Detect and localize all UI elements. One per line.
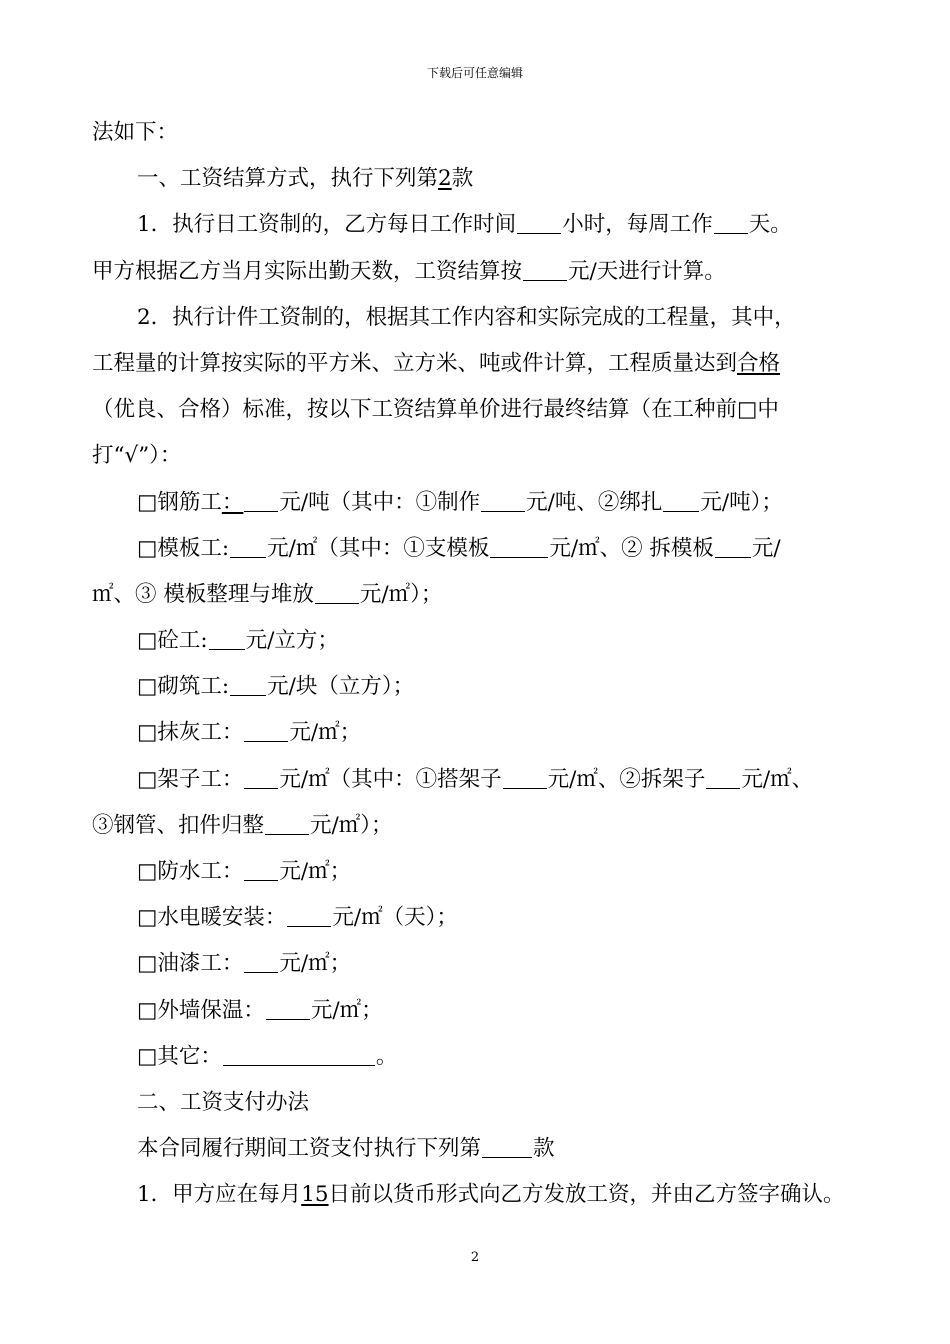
text: 元/ xyxy=(751,535,781,561)
text: 元/㎡、② 拆模板 xyxy=(549,535,714,561)
text: 元/㎡、②拆架子 xyxy=(547,766,706,792)
text-line xyxy=(92,1172,882,1218)
text: ： xyxy=(221,489,244,515)
checkbox[interactable]: □ xyxy=(137,674,158,700)
text: 元/㎡）； xyxy=(359,581,443,607)
text: 2．执行计件工资制的，根据其工作内容和实际完成的工程量，其中， xyxy=(137,304,796,330)
text: 元/立方； xyxy=(245,628,339,654)
item-other xyxy=(92,1034,882,1080)
checkbox[interactable]: □ xyxy=(137,951,158,977)
item-rebar-worker xyxy=(92,480,882,526)
text: 1．甲方应在每月 xyxy=(137,1182,302,1208)
text: 1．执行日工资制的，乙方每日工作时间 xyxy=(137,212,517,238)
text: 元/㎡（天）； xyxy=(332,905,458,931)
text: 款 xyxy=(533,1136,555,1162)
text: 元/㎡； xyxy=(289,720,362,746)
text: 元/天进行计算。 xyxy=(568,258,726,284)
blank-field[interactable] xyxy=(230,673,266,696)
page-header: 下载后可任意编辑 xyxy=(426,66,523,80)
item-plumbing-electric xyxy=(92,895,882,941)
text-line xyxy=(92,295,882,341)
blank-field[interactable] xyxy=(715,535,751,558)
text-line xyxy=(92,341,882,387)
text: 元/吨、②绑扎 xyxy=(526,489,663,515)
text-line xyxy=(92,803,882,849)
text: 元/㎡、 xyxy=(741,766,814,792)
checkbox[interactable]: □ xyxy=(137,535,158,561)
text: 款 xyxy=(451,166,474,192)
blank-field[interactable] xyxy=(244,489,278,512)
text: 抹灰工： xyxy=(157,720,244,746)
section-heading xyxy=(92,156,882,202)
text: 油漆工： xyxy=(157,951,244,977)
blank-field[interactable] xyxy=(481,489,525,512)
checkbox[interactable]: □ xyxy=(137,766,158,792)
item-formwork-worker xyxy=(92,526,882,572)
blank-field[interactable] xyxy=(265,812,309,835)
text: （优良、合格）标准，按以下工资结算单价进行最终结算（在工种前□中 xyxy=(92,397,779,423)
checkbox[interactable]: □ xyxy=(137,997,158,1023)
document-body xyxy=(92,110,882,1219)
text: 元/㎡； xyxy=(310,997,383,1023)
blank-field[interactable] xyxy=(209,627,245,650)
text: 防水工： xyxy=(157,859,244,884)
item-masonry-worker xyxy=(92,664,882,710)
text: 元/㎡（其中：①搭架子 xyxy=(279,766,502,792)
text: ③钢管、扣件归整 xyxy=(92,812,265,838)
section-heading xyxy=(92,1080,882,1126)
text: 元/㎡）； xyxy=(310,812,393,838)
text: 其它： xyxy=(157,1043,222,1069)
blank-field[interactable] xyxy=(244,858,278,881)
text: 甲方根据乙方当月实际出勤天数，工资结算按 xyxy=(92,258,523,284)
blank-field[interactable] xyxy=(663,489,699,512)
text-line xyxy=(92,387,882,433)
text-line xyxy=(92,572,882,618)
text: 砼工: xyxy=(157,628,208,654)
text: 元/吨（其中：①制作 xyxy=(279,489,481,515)
text: 砌筑工: xyxy=(157,674,230,700)
blank-field[interactable] xyxy=(244,950,278,973)
item-insulation xyxy=(92,988,882,1034)
blank-field[interactable] xyxy=(482,1135,532,1158)
text-line xyxy=(92,110,882,156)
text: 元/㎡； xyxy=(279,859,352,884)
checkbox[interactable]: □ xyxy=(137,628,158,654)
checkbox[interactable]: □ xyxy=(137,1043,158,1069)
text: 二、工资支付办法 xyxy=(137,1089,310,1115)
text: 本合同履行期间工资支付执行下列第 xyxy=(137,1136,482,1162)
text-line xyxy=(92,433,882,479)
item-plaster-worker xyxy=(92,710,882,756)
blank-field[interactable] xyxy=(706,766,740,789)
text: 小时，每周工作 xyxy=(562,212,713,238)
text: 钢筋工 xyxy=(157,489,222,515)
blank-field[interactable] xyxy=(517,211,561,234)
text: 水电暖安装： xyxy=(157,905,287,931)
text: 打“√”）： xyxy=(92,443,182,469)
blank-field[interactable] xyxy=(244,766,278,789)
text-line xyxy=(92,202,882,248)
text: 外墙保温： xyxy=(157,997,265,1023)
text: 架子工： xyxy=(157,766,244,792)
blank-field[interactable] xyxy=(714,211,748,234)
text: 天。 xyxy=(748,212,792,238)
text: 工程量的计算按实际的平方米、立方米、吨或件计算，工程质量达到 xyxy=(92,350,738,376)
text: ㎡、③ 模板整理与堆放 xyxy=(92,581,314,607)
blank-field[interactable] xyxy=(503,766,547,789)
text: 一、工资结算方式，执行下列第 xyxy=(137,166,439,192)
blank-field[interactable] xyxy=(266,997,310,1020)
filled-value: 15 xyxy=(301,1182,329,1208)
text: 。 xyxy=(375,1043,398,1069)
blank-field[interactable] xyxy=(523,258,567,281)
text: 模板工: xyxy=(157,535,230,561)
item-scaffold-worker xyxy=(92,757,882,803)
checkbox[interactable]: □ xyxy=(137,720,158,746)
text: 元/㎡； xyxy=(279,951,352,977)
checkbox[interactable]: □ xyxy=(137,489,158,515)
text-line xyxy=(92,249,882,295)
filled-value: 合格 xyxy=(737,350,781,376)
text: 元/块（立方）； xyxy=(267,674,415,700)
blank-field[interactable] xyxy=(244,719,288,742)
checkbox[interactable]: □ xyxy=(137,859,158,884)
text-line xyxy=(92,1126,882,1172)
blank-field[interactable] xyxy=(287,904,331,927)
text: 法如下： xyxy=(92,120,179,145)
text: 日前以货币形式向乙方发放工资，并由乙方签字确认。 xyxy=(328,1182,845,1208)
text: 元/㎡（其中：①支模板 xyxy=(267,535,490,561)
blank-field[interactable] xyxy=(315,581,359,604)
blank-field[interactable] xyxy=(230,535,266,558)
filled-value: 2 xyxy=(438,166,452,192)
item-waterproof-worker xyxy=(92,849,882,895)
page-number: 2 xyxy=(470,1250,480,1265)
blank-field[interactable] xyxy=(223,1043,375,1066)
item-concrete-worker xyxy=(92,618,882,664)
item-painting-worker xyxy=(92,941,882,987)
checkbox[interactable]: □ xyxy=(137,905,158,931)
text: 元/吨）； xyxy=(700,489,783,515)
blank-field[interactable] xyxy=(490,535,548,558)
